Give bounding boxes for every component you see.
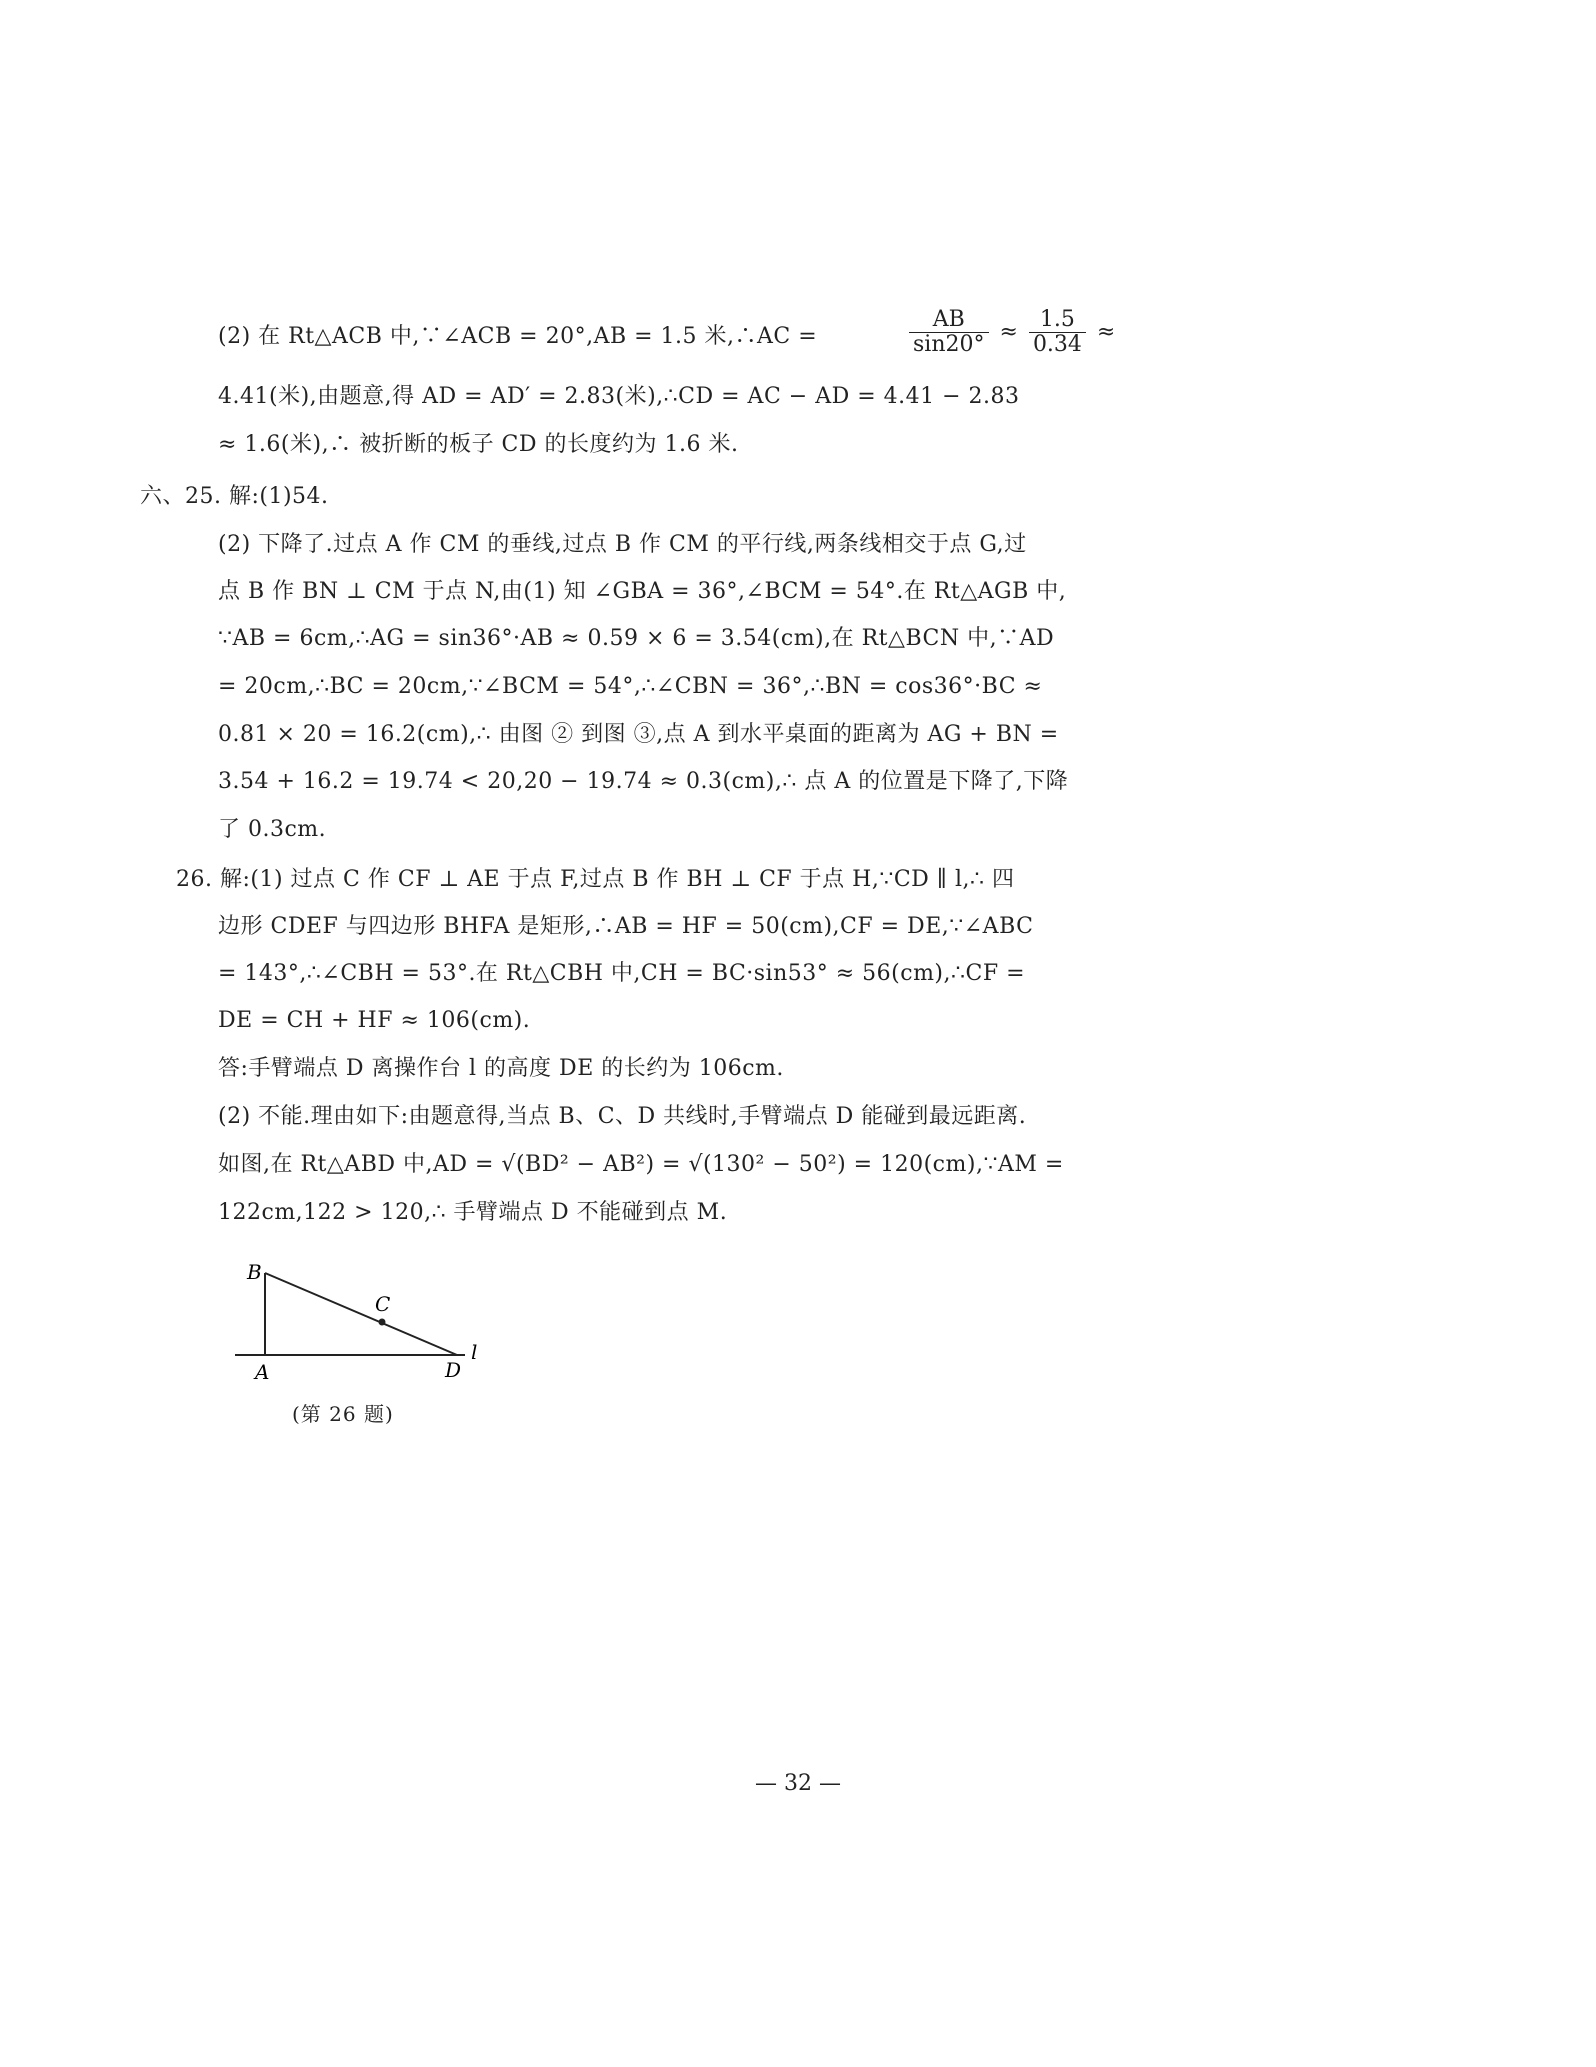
- text-line: 122cm,122 > 120,∴ 手臂端点 D 不能碰到点 M.: [218, 1200, 728, 1225]
- fraction-numerator: AB: [909, 308, 989, 333]
- fraction-numerator: 1.5: [1029, 308, 1086, 333]
- text-line: ≈ 1.6(米),∴ 被折断的板子 CD 的长度约为 1.6 米.: [218, 432, 739, 457]
- label-l: l: [471, 1340, 478, 1364]
- text-line: 点 B 作 BN ⊥ CM 于点 N,由(1) 知 ∠GBA = 36°,∠BCM = 54°.在 Rt△AGB 中,: [218, 579, 1067, 604]
- label-a: A: [255, 1360, 270, 1384]
- text-line: 了 0.3cm.: [218, 817, 327, 842]
- approx-sign: ≈: [999, 319, 1018, 345]
- text-line: 如图,在 Rt△ABD 中,AD = √(BD² − AB²) = √(130² − 50²) = 120(cm),∵AM =: [218, 1152, 1064, 1177]
- problem-25-heading: 六、25. 解:(1)54.: [140, 484, 329, 509]
- point-c: [379, 1319, 386, 1326]
- fraction-15-034: [1029, 308, 1086, 357]
- fraction-group: [905, 308, 1115, 357]
- text-line: DE = CH + HF ≈ 106(cm).: [218, 1008, 531, 1033]
- page-number: — 32 —: [755, 1771, 841, 1796]
- figure-caption: (第 26 题): [292, 1402, 394, 1426]
- problem-26-heading: 26. 解:(1) 过点 C 作 CF ⊥ AE 于点 F,过点 B 作 BH ⊥ CF 于点 H,∵CD ∥ l,∴ 四: [176, 867, 1015, 892]
- approx-sign: ≈: [1096, 319, 1116, 345]
- text-line: ∵AB = 6cm,∴AG = sin36°·AB ≈ 0.59 × 6 = 3.54(cm),在 Rt△BCN 中,∵AD: [218, 626, 1055, 651]
- text-line: 边形 CDEF 与四边形 BHFA 是矩形,∴AB = HF = 50(cm),CF = DE,∵∠ABC: [218, 914, 1034, 939]
- text-line: (2) 不能.理由如下:由题意得,当点 B、C、D 共线时,手臂端点 D 能碰到最远距离.: [218, 1104, 1027, 1129]
- text-line: (2) 下降了.过点 A 作 CM 的垂线,过点 B 作 CM 的平行线,两条线相交于点 G,过: [218, 532, 1027, 557]
- text-line: 4.41(米),由题意,得 AD = AD′ = 2.83(米),∴CD = AC − AD = 4.41 − 2.83: [218, 384, 1020, 409]
- text-line: = 20cm,∴BC = 20cm,∵∠BCM = 54°,∴∠CBN = 36°,∴BN = cos36°·BC ≈: [218, 674, 1043, 699]
- fraction-ab-sin20: [909, 308, 989, 357]
- text-segment: (2) 在 Rt△ACB 中,∵∠ACB = 20°,AB = 1.5 米,∴AC =: [218, 324, 818, 349]
- text-line: = 143°,∴∠CBH = 53°.在 Rt△CBH 中,CH = BC·sin53° ≈ 56(cm),∴CF =: [218, 961, 1026, 986]
- segment-bd: [265, 1273, 457, 1355]
- text-line: 0.81 × 20 = 16.2(cm),∴ 由图 ② 到图 ③,点 A 到水平桌面的距离为 AG + BN =: [218, 722, 1059, 747]
- label-c: C: [375, 1292, 391, 1316]
- label-d: D: [445, 1358, 462, 1382]
- label-b: B: [247, 1260, 262, 1284]
- answer-line: 答:手臂端点 D 离操作台 l 的高度 DE 的长约为 106cm.: [218, 1056, 784, 1081]
- text-line: 3.54 + 16.2 = 19.74 < 20,20 − 19.74 ≈ 0.3(cm),∴ 点 A 的位置是下降了,下降: [218, 769, 1069, 794]
- fraction-denominator: 0.34: [1032, 332, 1082, 357]
- fraction-denominator: sin20°: [913, 332, 985, 357]
